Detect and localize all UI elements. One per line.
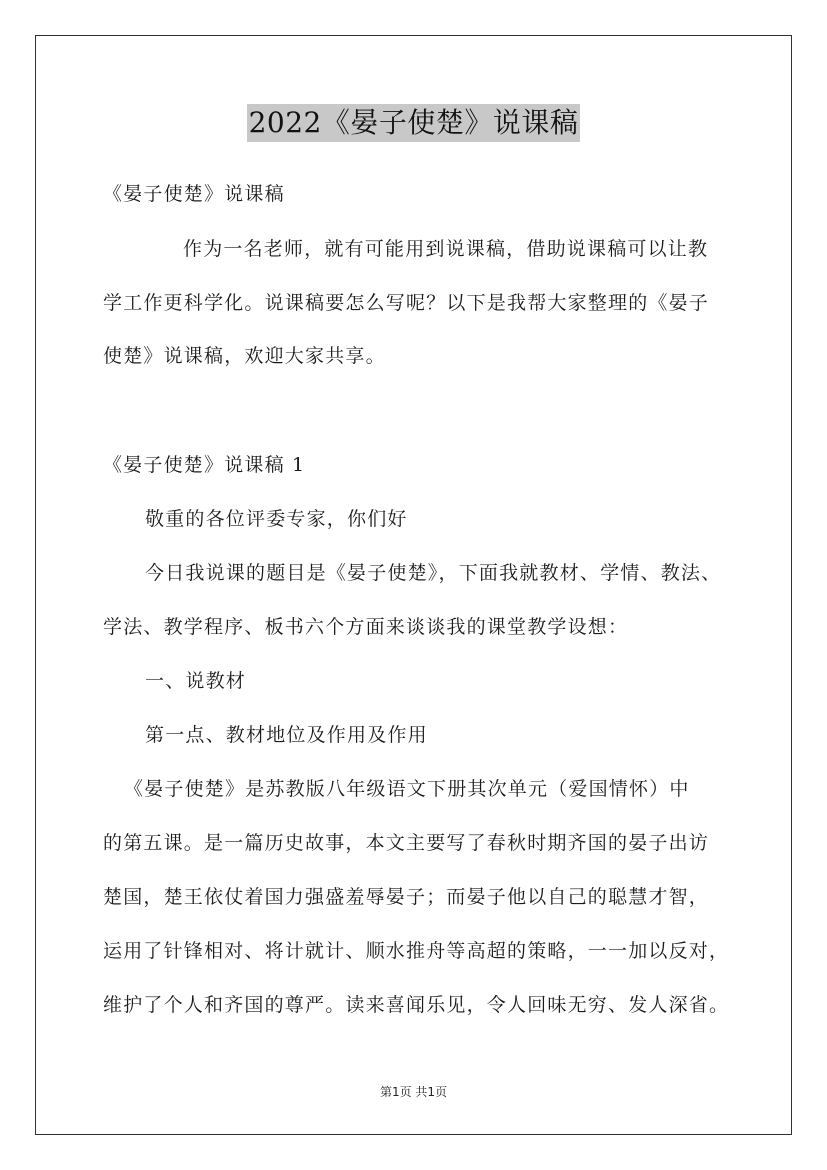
para1-line-2: 学法、教学程序、板书六个方面来谈谈我的课堂教学设想： [103, 616, 629, 638]
greeting: 敬重的各位评委专家，你们好 [145, 508, 408, 530]
title-container [0, 104, 827, 142]
para2-line-2: 的第五课。是一篇历史故事，本文主要写了春秋时期齐国的晏子出访 [103, 832, 710, 854]
intro-line-1: 作为一名老师，就有可能用到说课稿，借助说课稿可以让教 [183, 238, 709, 260]
para1-line-1: 今日我说课的题目是《晏子使楚》，下面我就教材、学情、教法、 [145, 562, 722, 584]
para2-line-1: 《晏子使楚》是苏教版八年级语文下册其次单元（爱国情怀）中 [124, 778, 690, 800]
document-title: 2022《晏子使楚》说课稿 [247, 104, 581, 142]
intro-line-3: 使楚》说课稿，欢迎大家共享。 [103, 345, 386, 367]
section-title: 《晏子使楚》说课稿 1 [103, 454, 306, 476]
page-footer: 第1页 共1页 [379, 1085, 448, 1099]
para2-line-3: 楚国，楚王依仗着国力强盛羞辱晏子；而晏子他以自己的聪慧才智， [103, 886, 710, 908]
para2-line-4: 运用了针锋相对、将计就计、顺水推舟等高超的策略，一一加以反对， [103, 940, 730, 962]
heading-2: 第一点、教材地位及作用及作用 [145, 724, 428, 746]
para2-line-5: 维护了个人和齐国的尊严。读来喜闻乐见，令人回味无穷、发人深省。 [103, 994, 730, 1016]
subtitle: 《晏子使楚》说课稿 [103, 183, 285, 205]
intro-line-2: 学工作更科学化。说课稿要怎么写呢？以下是我帮大家整理的《晏子 [103, 292, 710, 314]
heading-1: 一、说教材 [145, 670, 247, 692]
